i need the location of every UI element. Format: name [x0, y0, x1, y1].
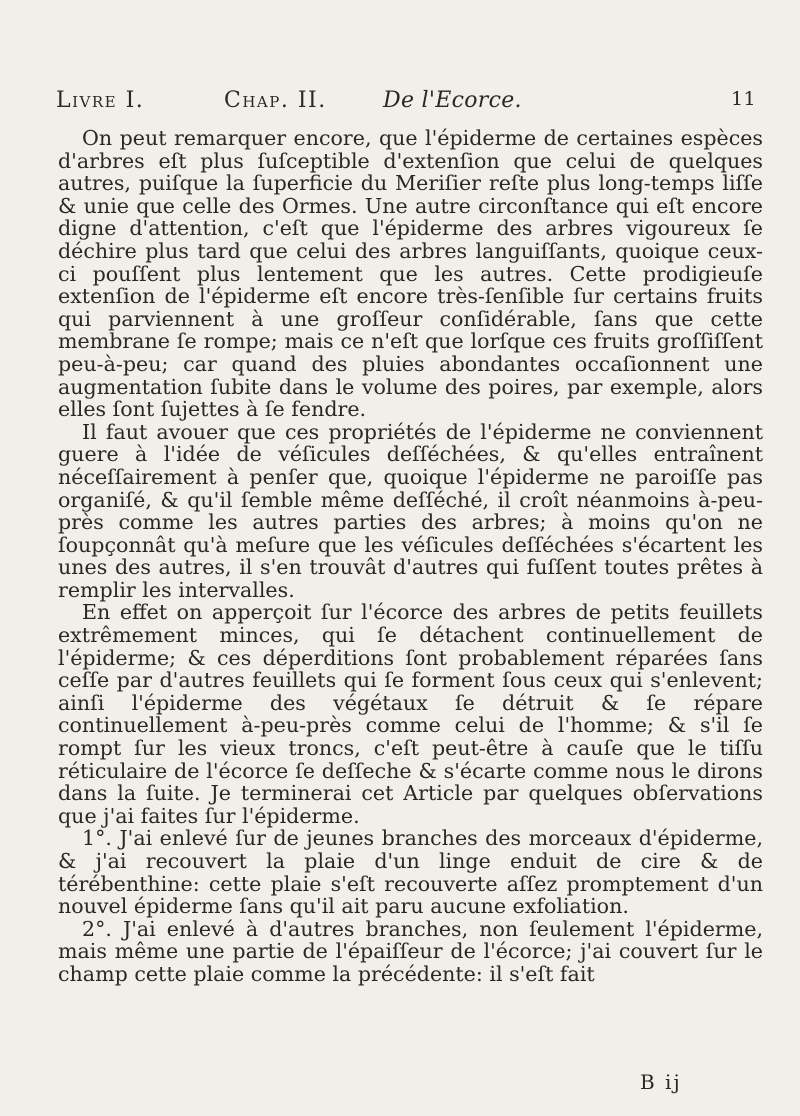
- paragraph-4: 1°. J'ai enlevé ſur de jeunes branches des morceaux d'épiderme, & j'ai recouvert la plaie d'un linge enduit de cire & de térébenthine: cette plaie s'eſt recouverte aſſez promptement d'un nouvel épiderme ſans qu'il ait paru aucune exfoliation.: [58, 826, 763, 919]
- running-head-title: De l'Ecorce.: [383, 88, 522, 113]
- paragraph-3: En effet on apperçoit ſur l'écorce des arbres de petits feuillets extrêmement minces, qui ſe détachent continuellement de l'épiderme; & ces déperditions ſont probablement réparées ſans ceſſe par d'autres feuillets qui ſe forment ſous ceux qui s'enlevent; ainſi l'épiderme des végétaux ſe détruit & ſe répare continuellement à-peu-près comme celui de l'homme; & s'il ſe rompt ſur les vieux troncs, c'eſt peut-être à cauſe que le tiſſu réticulaire de l'écorce ſe deſſeche & s'écarte comme nous le dirons dans la ſuite. Je terminerai cet Article par quelques obſervations que j'ai faites ſur l'épiderme.: [58, 600, 763, 828]
- paragraph-2: Il faut avouer que ces propriétés de l'épiderme ne conviennent guere à l'idée de véſicules deſſéchées, & qu'elles entraînent néceſſairement à penſer que, quoique l'épiderme ne paroiſſe pas organiſé, & qu'il ſemble même deſſéché, il croît néanmoins à-peu-près comme les autres parties des arbres; à moins qu'on ne ſoupçonnât qu'à meſure que les véſicules deſſéchées s'écartent les unes des autres, il s'en trouvât d'autres qui fuſſent toutes prêtes à remplir les intervalles.: [58, 419, 763, 602]
- running-head-chapter: Chap. II.: [224, 88, 327, 113]
- running-head-book: Livre I.: [56, 88, 145, 113]
- body-text: [58, 127, 763, 986]
- running-head: [56, 88, 756, 116]
- paragraph-5: 2°. J'ai enlevé à d'autres branches, non ſeulement l'épiderme, mais même une partie de l'épaiſſeur de l'écorce; j'ai couvert ſur le champ cette plaie comme la précédente: il s'eſt fait: [58, 916, 763, 986]
- page-number: 11: [731, 88, 756, 110]
- paragraph-1: On peut remarquer encore, que l'épiderme de certaines espèces d'arbres eſt plus ſuſceptible d'extenſion que celui de quelques autres, puiſque la ſuperficie du Meriſier reſte plus long-temps liſſe & unie que celle des Ormes. Une autre circonſtance qui eſt encore digne d'attention, c'eſt que l'épiderme des arbres vigoureux ſe déchire plus tard que celui des arbres languiſſants, quoique ceux-ci pouſſent plus lentement que les autres. Cette prodigieuſe extenſion de l'épiderme eſt encore très-ſenſible ſur certains fruits qui parviennent à une groſſeur conſidérable, ſans que cette membrane ſe rompe; mais ce n'eſt que lorſque ces fruits groſſiſſent peu-à-peu; car quand des pluies abondantes occaſionnent une augmentation ſubite dans le volume des poires, par exemple, alors elles ſont ſujettes à ſe fendre.: [58, 126, 763, 422]
- signature-mark: B ij: [640, 1070, 682, 1094]
